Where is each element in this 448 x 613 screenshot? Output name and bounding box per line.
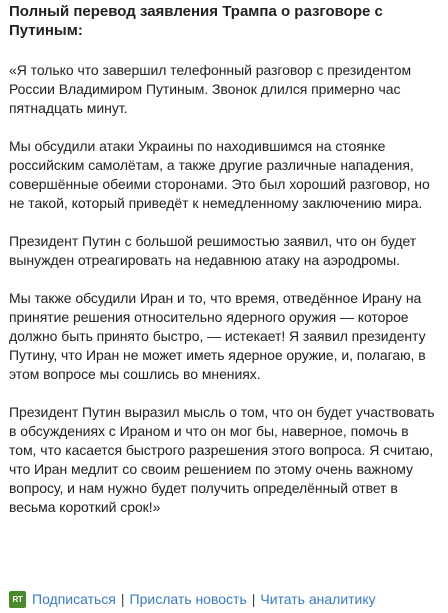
post-footer: [9, 590, 376, 609]
post-paragraph: Президент Путин выразил мысль о том, что он будет участвовать в обсуждениях с Ираном и что он мог бы, наверное, помочь в том, что касается быстрого разрешения этого вопроса. Я считаю, что Иран медлит со своим решением по этому очень важному вопросу, и нам нужно будет получить определённый ответ в весьма короткий срок!»: [9, 404, 435, 515]
post-paragraph: Мы также обсудили Иран и то, что время, отведённое Ирану на принятие решения относительно ядерного оружия — которое должно быть принято быстро, — истекает! Я заявил президенту Путину, что Иран не может иметь ядерное оружие, и, полагаю, в этом вопросе мы сошлись во мнениях.: [9, 290, 426, 382]
post-paragraph: «Я только что завершил телефонный разговор с президентом России Владимиром Путиным. Звонок длился примерно час пятнадцать минут.: [9, 62, 412, 116]
post-paragraph: Президент Путин с большой решимостью заявил, что он будет вынужден отреагировать на недавнюю атаку на аэродромы.: [9, 233, 417, 268]
send-news-link[interactable]: Прислать новость: [129, 591, 247, 607]
read-analytics-link[interactable]: Читать аналитику: [260, 591, 376, 607]
separator: |: [120, 591, 125, 607]
post-paragraph: Мы обсудили атаки Украины по находившимся на стоянке российским самолётам, а также другие различные нападения, совершённые обеими сторонами. Это был хороший разговор, но не такой, который приведёт к немедленному заключению мира.: [9, 138, 430, 211]
post-title: Полный перевод заявления Трампа о разговоре с Путиным:: [9, 3, 383, 39]
separator: |: [251, 591, 256, 607]
rt-logo-icon: RT: [9, 591, 26, 608]
subscribe-link[interactable]: Подписаться: [32, 591, 116, 607]
